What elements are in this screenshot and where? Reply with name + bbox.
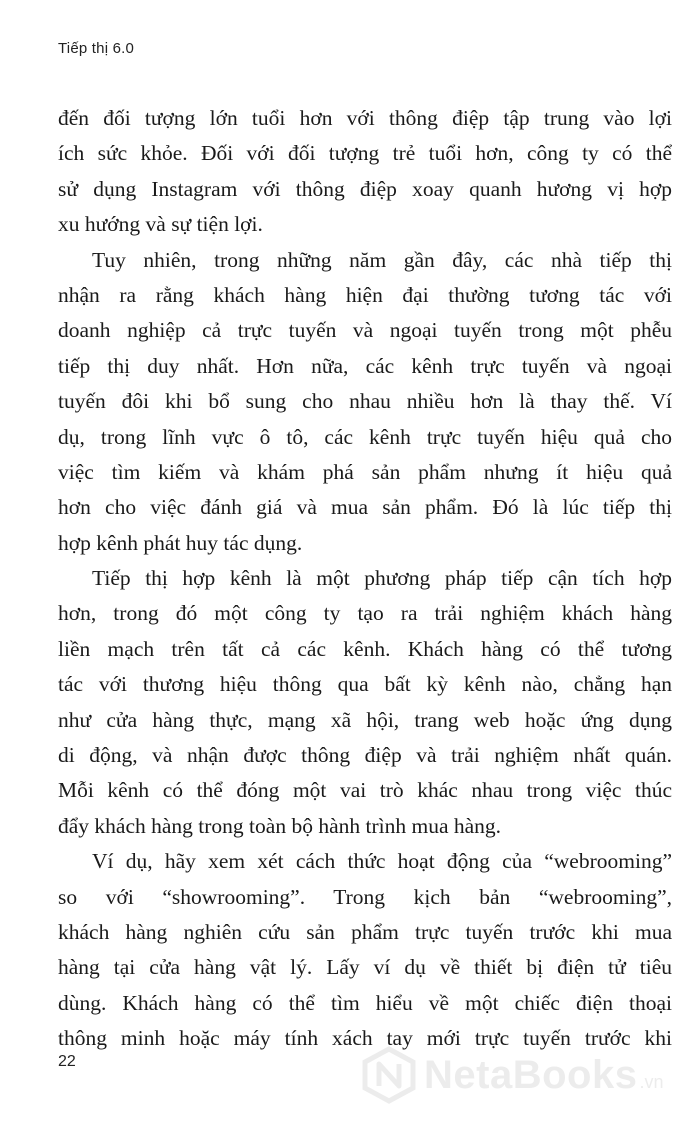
watermark-suffix: .vn (639, 1071, 664, 1092)
text-line: việc tìm kiếm và khám phá sản phẩm nhưng ít hiệu quả (58, 459, 672, 484)
text-line: dùng. Khách hàng có thể tìm hiểu về một chiếc điện thoại (58, 990, 672, 1015)
text-line: thông minh hoặc máy tính xách tay mới trực tuyến trước khi (58, 1026, 672, 1051)
text-line: hơn, trong đó một công ty tạo ra trải nghiệm khách hàng (58, 601, 672, 626)
text-line: tác với thương hiệu thông qua bất kỳ kênh nào, chẳng hạn (58, 672, 672, 697)
text-line: hơn cho việc đánh giá và mua sản phẩm. Đó là lúc tiếp thị (58, 495, 672, 520)
text-line: xu hướng và sự tiện lợi. (58, 212, 263, 237)
text-line: đẩy khách hàng trong toàn bộ hành trình mua hàng. (58, 813, 502, 838)
text-line: đến đối tượng lớn tuổi hơn với thông điệp tập trung vào lợi (58, 106, 672, 130)
text-line: như cửa hàng thực, mạng xã hội, trang web hoặc ứng dụng (58, 707, 672, 732)
paragraph (58, 243, 672, 562)
text-line: hàng tại cửa hàng vật lý. Lấy ví dụ về thiết bị điện tử tiêu (58, 955, 672, 980)
text-line: khách hàng nghiên cứu sản phẩm trực tuyến trước khi mua (58, 919, 672, 944)
page-number: 22 (58, 1053, 76, 1070)
text-line: so với “showrooming”. Trong kịch bản “webrooming”, (58, 884, 672, 909)
paragraph (58, 561, 672, 844)
text-line: doanh nghiệp cả trực tuyến và ngoại tuyến trong một phễu (58, 318, 672, 343)
text-line: Ví dụ, hãy xem xét cách thức hoạt động của “webrooming” (92, 849, 672, 874)
text-line: liền mạch trên tất cả các kênh. Khách hàng có thể tương (58, 636, 672, 661)
running-header: Tiếp thị 6.0 (58, 40, 135, 57)
text-line: Mỗi kênh có thể đóng một vai trò khác nhau trong việc thúc (58, 778, 672, 803)
text-line: Tuy nhiên, trong những năm gần đây, các nhà tiếp thị (92, 247, 672, 272)
text-line: tiếp thị duy nhất. Hơn nữa, các kênh trực tuyến và ngoại (58, 353, 672, 378)
body-text (58, 101, 672, 1057)
netabooks-logo-icon (360, 1046, 418, 1104)
paragraph (58, 101, 672, 243)
watermark-brand: NetaBooks (424, 1052, 638, 1097)
text-line: tuyến đôi khi bổ sung cho nhau nhiều hơn là thay thế. Ví (58, 389, 672, 414)
text-line: dụ, trong lĩnh vực ô tô, các kênh trực tuyến hiệu quả cho (58, 424, 672, 449)
text-line: Tiếp thị hợp kênh là một phương pháp tiếp cận tích hợp (92, 566, 672, 591)
text-line: sử dụng Instagram với thông điệp xoay quanh hương vị hợp (58, 176, 672, 201)
text-line: nhận ra rằng khách hàng hiện đại thường tương tác với (58, 282, 672, 307)
watermark (360, 1046, 663, 1104)
text-line: hợp kênh phát huy tác dụng. (58, 530, 303, 555)
text-line: ích sức khỏe. Đối với đối tượng trẻ tuổi hơn, công ty có thể (58, 141, 672, 166)
text-line: di động, và nhận được thông điệp và trải nghiệm nhất quán. (58, 743, 672, 768)
paragraph (58, 844, 672, 1056)
